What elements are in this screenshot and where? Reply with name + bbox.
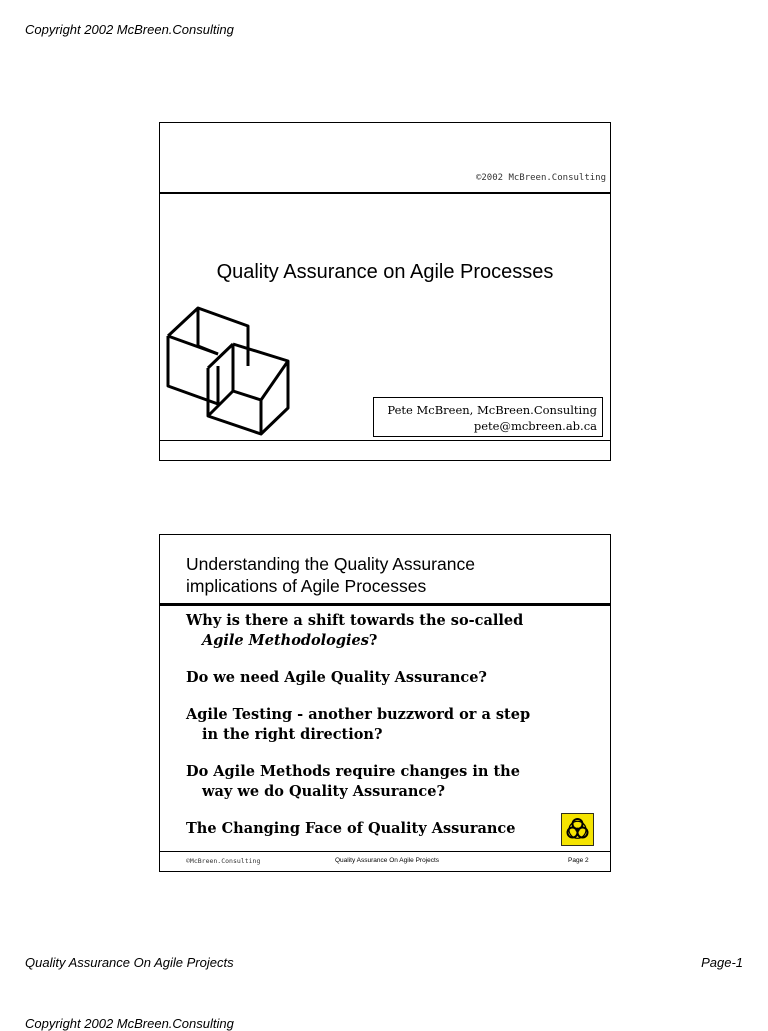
slide-header-band xyxy=(160,123,610,194)
slide-heading-line-2: implications of Agile Processes xyxy=(186,576,427,596)
item-continuation: in the right direction? xyxy=(202,726,383,743)
page-number: Page-1 xyxy=(701,955,743,970)
item-suffix: ? xyxy=(368,632,378,649)
item-continuation xyxy=(186,631,530,651)
slide-1 xyxy=(159,122,611,461)
item-italic-text: Agile Methodologies xyxy=(202,632,369,649)
list-item xyxy=(186,668,530,688)
interlocking-cubes-icon xyxy=(166,306,291,436)
item-text: Agile Testing - another buzzword or a step xyxy=(186,706,531,723)
bullet-list xyxy=(186,611,530,856)
slide-footer-rule xyxy=(160,851,610,852)
biohazard-icon xyxy=(561,813,594,846)
page-copyright-bottom: Copyright 2002 McBreen.Consulting xyxy=(25,1016,234,1031)
slide-bottom-rule xyxy=(160,440,610,441)
slide-copyright: ©2002 McBreen.Consulting xyxy=(475,173,606,183)
page-footer-title: Quality Assurance On Agile Projects xyxy=(25,955,234,970)
author-name: Pete McBreen, McBreen.Consulting xyxy=(387,403,597,417)
slide-footer-page: Page 2 xyxy=(568,857,589,864)
author-box xyxy=(373,397,603,437)
slide-heading-line-1: Understanding the Quality Assurance xyxy=(186,554,475,574)
slide-footer-copyright: ©McBreen.Consulting xyxy=(186,857,261,865)
item-text: The Changing Face of Quality Assurance xyxy=(186,820,516,837)
item-text: Why is there a shift towards the so-called xyxy=(186,612,524,629)
slide-2 xyxy=(159,534,611,872)
page-copyright: Copyright 2002 McBreen.Consulting xyxy=(25,22,234,37)
list-item xyxy=(186,819,530,839)
author-email: pete@mcbreen.ab.ca xyxy=(473,419,597,433)
item-text: Do Agile Methods require changes in the xyxy=(186,763,520,780)
slide-heading xyxy=(186,553,475,597)
list-item xyxy=(186,611,530,651)
heading-rule xyxy=(160,603,610,606)
list-item xyxy=(186,762,530,802)
item-continuation: way we do Quality Assurance? xyxy=(202,783,445,800)
slide-title: Quality Assurance on Agile Processes xyxy=(216,261,554,283)
slide-footer-title: Quality Assurance On Agile Projects xyxy=(335,857,440,864)
list-item xyxy=(186,705,530,745)
item-text: Do we need Agile Quality Assurance? xyxy=(186,669,487,686)
